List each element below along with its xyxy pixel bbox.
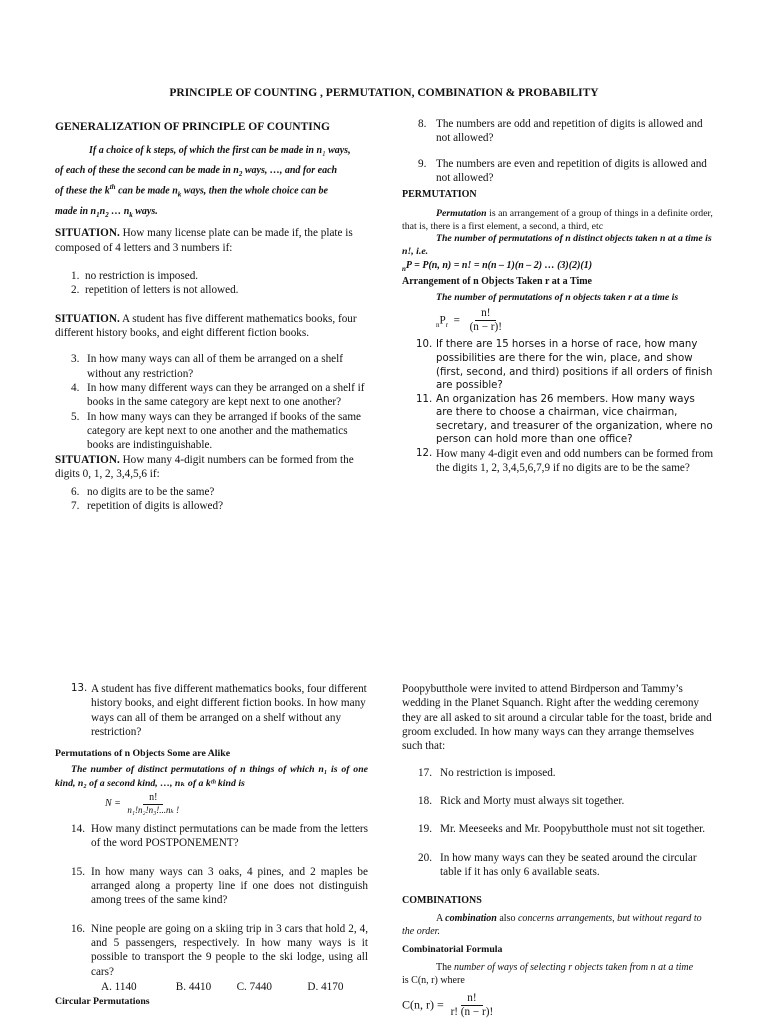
list-item	[418, 157, 714, 186]
items-14-16	[55, 822, 368, 979]
list-item	[418, 851, 714, 880]
item-text: no digits are to be the same?	[87, 486, 215, 499]
gen-line-4-tail: ways.	[135, 205, 158, 217]
items-8-9	[402, 117, 714, 185]
item-text: repetition of digits is allowed?	[87, 500, 224, 513]
list-item	[71, 410, 365, 453]
item-number: 11.	[416, 393, 433, 405]
gen-line-1-end: ways,	[328, 144, 351, 156]
item-text: An organization has 26 members. How many ways are there to choose a chairman, vice chairman, secretary, and treasurer of the organization, where no person can hold more than one office?	[436, 393, 713, 446]
right-bottom-column	[402, 682, 714, 1020]
gen-line-4-mid: n	[99, 205, 106, 217]
counting-heading: GENERALIZATION OF PRINCIPLE OF COUNTING	[55, 121, 330, 133]
alike-numerator: n!	[143, 792, 163, 805]
alike-formula	[55, 792, 368, 816]
permutation-def-text: is an arrangement of a group of things in a definite order, that is, there is a first element, a second, a third, etc	[402, 208, 713, 232]
item-text: repetition of letters is not allowed.	[85, 284, 239, 297]
item-number: 19.	[418, 823, 432, 836]
item-text: No restriction is imposed.	[440, 766, 556, 779]
left-bottom-column	[55, 682, 368, 1009]
combinations-heading: COMBINATIONS	[402, 895, 482, 907]
item-text: If there are 15 horses in a horse of race, how many possibilities are there for the win, place, and show (first, second, and third) positions if all orders of finish are possible?	[436, 339, 713, 392]
item-text: In how many ways can all of them be arranged on a shelf without any restriction?	[87, 353, 343, 380]
perm-formula-text: P = P(n, n) = n! = n(n – 1)(n – 2) … (3)(2)(1)	[405, 260, 593, 272]
situation-1-list	[55, 269, 365, 298]
gen-line-3: of these the k	[55, 185, 110, 197]
generalization-text: If a choice of k steps, of which the first can be made in $n_1$ ways, of each of these the second can be made in $n_2$ ways, …, and for each of these the $k^{th}$ can be made $n_k$ ways, then the whole choice can be made in $n_1n_2$ … $n_k$ ways.	[55, 144, 351, 219]
situation-3	[55, 453, 365, 482]
list-item	[71, 352, 365, 381]
answer-choices	[55, 980, 368, 994]
circular-heading: Circular Permutations	[55, 996, 150, 1008]
gen-line-4: made in n	[55, 205, 97, 217]
comb-also: also	[499, 913, 516, 925]
situation-2-label: SITUATION.	[55, 312, 120, 325]
choice-d: D. 4170	[307, 981, 344, 993]
alike-denominator: n₁!n₂!n₃!...nₖ !	[127, 805, 180, 816]
formula-text-2: is C(n, r) where	[402, 975, 465, 986]
npr-fraction	[466, 307, 506, 335]
right-top-column	[402, 117, 714, 476]
item-number: 12.	[416, 447, 433, 459]
item-number: 2.	[71, 284, 80, 297]
gen-line-3-end: can be made n	[118, 185, 178, 197]
page-title: PRINCIPLE OF COUNTING , PERMUTATION, COMBINATION & PROBABILITY	[169, 87, 599, 99]
combination-term: combination	[445, 913, 497, 925]
alike-heading: Permutations of n Objects Some are Alike	[55, 748, 231, 760]
choice-c: C. 7440	[236, 981, 273, 993]
list-item	[71, 499, 365, 513]
list-item	[418, 117, 714, 146]
list-item	[71, 283, 365, 297]
perm-formula: $_n$P = P(n, n) = n! = n(n – 1)(n – 2) … (3)(2)(1)	[402, 260, 593, 274]
item-text: How many distinct permutations can be made from the letters of the word POSTPONEMENT?	[91, 823, 368, 850]
list-item	[71, 485, 365, 499]
npr-formula: $_nP_r$ = $\frac{n!}{(n - r)!}$	[402, 307, 714, 335]
permutation-term: Permutation	[436, 208, 487, 220]
item-number: 10.	[416, 339, 433, 351]
situation-2-text: A student has five different mathematics books, four different history books, and eight different fiction books.	[55, 312, 357, 339]
formula-text	[402, 962, 714, 975]
npr-numerator: n!	[475, 307, 496, 321]
situation-2-list	[55, 352, 365, 452]
situation-3-text: How many 4-digit numbers can be formed from the digits 0, 1, 2, 3,4,5,6 if:	[55, 453, 354, 480]
list-item	[416, 393, 714, 447]
choice-a: A. 1140	[101, 981, 137, 993]
item-text: The numbers are odd and repetition of digits is allowed and not allowed?	[436, 118, 703, 145]
item-text: How many 4-digit even and odd numbers can be formed from the digits 1, 2, 3,4,5,6,7,9 if no digits are to be the same?	[436, 447, 714, 475]
list-item	[418, 822, 714, 836]
left-top-column	[55, 120, 365, 514]
item-number: 9.	[418, 157, 427, 170]
situation-1-text: How many license plate can be made if, the plate is composed of 4 letters and 3 numbers if:	[55, 227, 353, 254]
formula-the: The	[436, 962, 452, 974]
list-item	[71, 865, 368, 908]
formula-heading: Combinatorial Formula	[402, 943, 503, 955]
gen-line-1: If a choice of k steps, of which the first can be made in n	[89, 144, 323, 156]
item-number: 8.	[418, 118, 427, 130]
item-number: 4.	[71, 381, 80, 394]
item-number: 13.	[71, 683, 88, 694]
list-item	[418, 794, 714, 808]
npr-label: P	[439, 314, 446, 327]
item-text: Rick and Morty must always sit together.	[440, 794, 625, 807]
list-item	[416, 447, 714, 476]
item-number: 7.	[71, 500, 80, 513]
list-item	[71, 269, 365, 283]
gen-line-3-tail: ways, then the whole choice can be	[183, 185, 328, 197]
cnr-fraction	[447, 992, 498, 1020]
cnr-label: C(n, r) =	[402, 997, 444, 1012]
list-item	[71, 682, 368, 739]
situation-2	[55, 312, 365, 341]
cnr-numerator: n!	[461, 992, 482, 1006]
item-text: Mr. Meeseeks and Mr. Poopybutthole must not sit together.	[440, 823, 706, 836]
item-text: In how many ways can they be arranged if books of the same category are kept next to one another and the mathematics books are indistinguishable.	[87, 410, 362, 452]
item-text: no restriction is imposed.	[85, 269, 199, 282]
item-12	[402, 447, 714, 476]
comb-rest: concerns arrangements, but without regard to the order.	[402, 913, 702, 937]
item-number: 3.	[71, 353, 80, 366]
item-text: A student has five different mathematics books, four different history books, and eight different fiction books. In how many ways can all of them be arranged on a shelf without any restriction?	[91, 683, 367, 738]
list-item	[71, 381, 365, 410]
story-text: Poopybutthole were invited to attend Birdperson and Tammy’s wedding in the Planet Squanch. Right after the wedding ceremony they are all asked to sit around a circular table for the toast, bride and groom excluded. In how many ways can they arrange themselves such that:	[402, 683, 712, 753]
item-number: 6.	[71, 486, 80, 499]
list-item	[71, 922, 368, 979]
items-10-11	[402, 338, 714, 447]
cnr-denominator: r! (n − r)!	[450, 1006, 494, 1019]
formula-desc: number of ways of selecting r objects taken from n at a time	[454, 962, 694, 974]
perm-n-text: The number of permutations of n distinct objects taken n at a time is n!, i.e.	[402, 233, 712, 257]
npr-denominator: (n − r)!	[469, 320, 502, 333]
alike-text: The number of distinct permutations of n things of which n₁ is of one kind, n₂ of a second kind, …, nₖ of a kᵗʰ kind is	[55, 763, 368, 789]
alike-fraction	[123, 792, 183, 816]
item-text: In how many different ways can they be arranged on a shelf if books in the same category are kept next to one another?	[87, 381, 365, 409]
permutation-definition	[402, 208, 714, 233]
arrangement-heading: Arrangement of n Objects Taken r at a Time	[402, 276, 592, 288]
gen-line-2-end: ways, …, and for each	[244, 165, 338, 177]
item-text: The numbers are even and repetition of digits is allowed and not allowed?	[436, 157, 707, 184]
comb-a: A	[436, 913, 443, 925]
situation-1-label: SITUATION.	[55, 227, 120, 240]
item-number: 20.	[418, 851, 432, 864]
gen-line-4-end: … n	[111, 205, 130, 217]
item-number: 5.	[71, 410, 80, 423]
items-17-20	[402, 766, 714, 880]
gen-line-2: of each of these the second can be made in n	[55, 165, 239, 177]
choice-b: B. 4410	[175, 981, 212, 993]
item-number: 18.	[418, 794, 432, 807]
item-number: 14.	[71, 823, 85, 836]
item-number: 15.	[71, 865, 85, 878]
list-item	[418, 766, 714, 780]
item-number: 1.	[71, 269, 80, 282]
combination-definition	[402, 913, 714, 939]
item-text: In how many ways can they be seated around the circular table if it has only 6 available seats.	[440, 851, 697, 878]
alike-n-label: N =	[105, 798, 121, 810]
permutation-heading: PERMUTATION	[402, 189, 477, 201]
item-text: Nine people are going on a skiing trip in 3 cars that hold 2, 4, and 5 passengers, respectively. In how many ways is it possible to transport the 9 people to the ski lodge, using all cars?	[91, 922, 368, 978]
situation-3-list	[55, 485, 365, 514]
item-text: In how many ways can 3 oaks, 4 pines, and 2 maples be arranged along a property line if one does not distinguish among trees of the same kind?	[91, 865, 368, 907]
item-number: 16.	[71, 922, 85, 935]
item-number: 17.	[418, 766, 432, 779]
arrangement-text: The number of permutations of n objects taken r at a time is	[436, 291, 679, 303]
list-item	[416, 338, 714, 392]
situation-3-label: SITUATION.	[55, 453, 120, 466]
situation-1	[55, 226, 365, 255]
item-13	[55, 682, 368, 739]
cnr-formula	[402, 992, 714, 1020]
list-item	[71, 822, 368, 851]
